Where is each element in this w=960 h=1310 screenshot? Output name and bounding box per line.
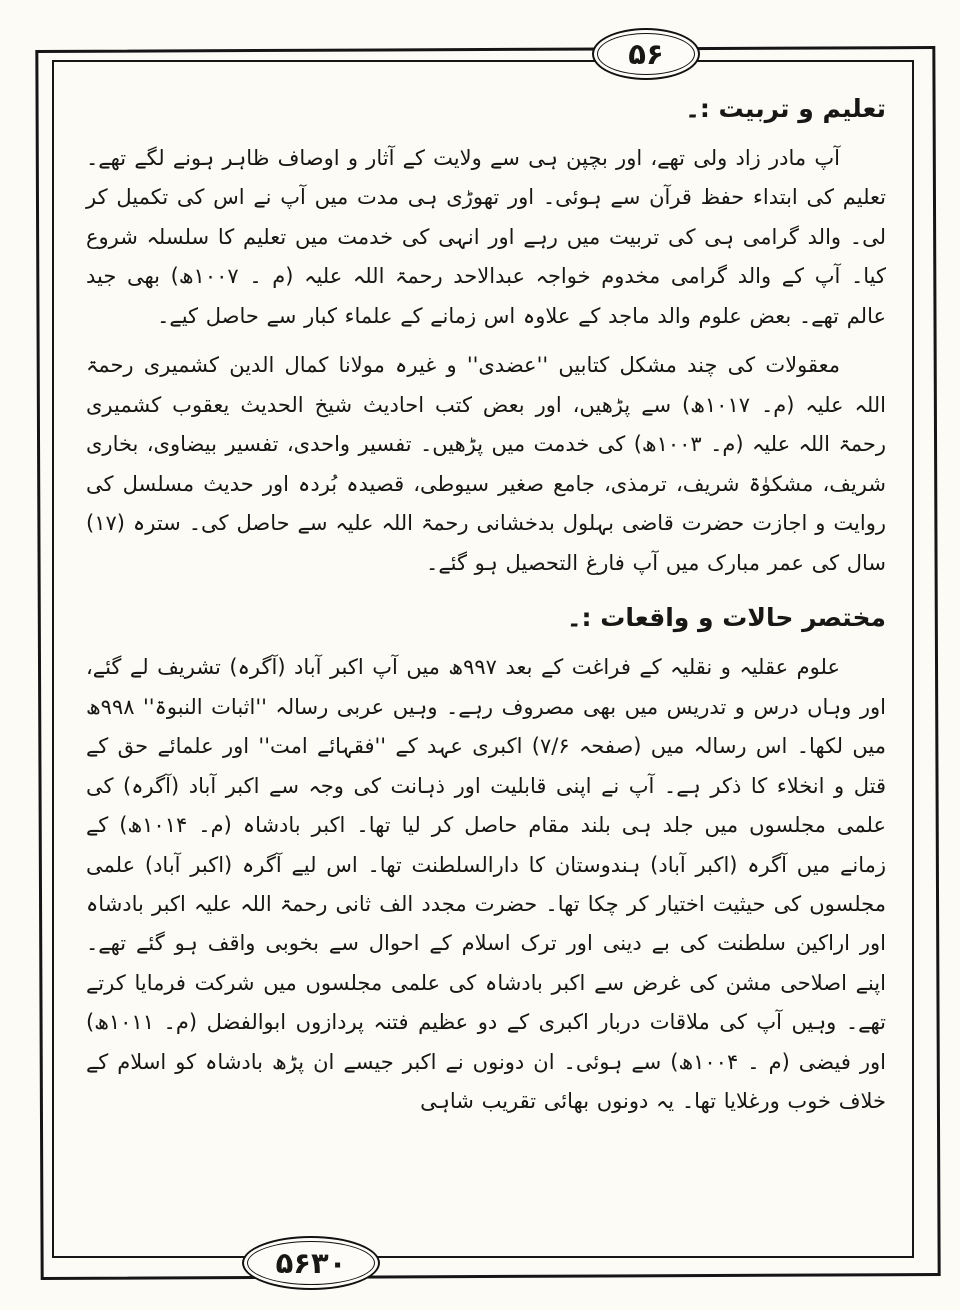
page-text	[86, 94, 886, 1132]
section-heading-taleem-o-tarbiyat: تعلیم و تربیت :۔	[685, 94, 886, 123]
paragraph-education-2: معقولات کی چند مشکل کتابیں ''عضدی'' و غیرہ مولانا کمال الدین کشمیری رحمۃ اللہ علیہ (م۔ ۱۰۱۷ھ) سے پڑھیں، اور بعض کتب احادیث شیخ الحدیث یعقوب کشمیری رحمۃ اللہ علیہ (م۔ ۱۰۰۳ھ) کی خدمت میں پڑھیں۔ تفسیر واحدی، تفسیر بیضاوی، بخاری شریف، مشکوٰۃ شریف، ترمذی، جامع صغیر سیوطی، قصیدہ بُردہ اور حدیث مسلسل کی روایت و اجازت حضرت قاضی بہلول بدخشانی رحمۃ اللہ علیہ سے حاصل کی۔ سترہ (۱۷) سال کی عمر مبارک میں آپ فارغ التحصیل ہو گئے۔	[86, 353, 886, 575]
paragraph-events-1: علوم عقلیہ و نقلیہ کے فراغت کے بعد ۹۹۷ھ میں آپ اکبر آباد (آگرہ) تشریف لے گئے، اور وہاں درس و تدریس میں بھی مصروف رہے۔ وہیں عربی رسالہ ''اثبات النبوۃ'' ۹۹۸ھ میں لکھا۔ اس رسالہ میں (صفحہ ۷/۶) اکبری عہد کے ''فقہائے امت'' اور علمائے حق کے قتل و انخلاء کا ذکر ہے۔ آپ نے اپنی قابلیت اور ذہانت کی وجہ سے اکبر آباد (آگرہ) کی علمی مجلسوں میں جلد ہی بلند مقام حاصل کر لیا تھا۔ اکبر بادشاہ (م۔ ۱۰۱۴ھ) کے زمانے میں آگرہ (اکبر آباد) ہندوستان کا دارالسلطنت تھا۔ اس لیے آگرہ (اکبر آباد) علمی مجلسوں کی حیثیت اختیار کر چکا تھا۔ حضرت مجدد الف ثانی رحمۃ اللہ علیہ اکبر بادشاہ اور اراکین سلطنت کی بے دینی اور ترک اسلام کے احوال سے بخوبی واقف ہو گئے تھے۔ اپنے اصلاحی مشن کی غرض سے اکبر بادشاہ کی علمی مجلسوں میں شرکت فرمایا کرتے تھے۔ وہیں آپ کی ملاقات دربار اکبری کے دو عظیم فتنہ پردازوں ابوالفضل (م۔ ۱۰۱۱ھ) اور فیضی (م ۔ ۱۰۰۴ھ) سے ہوئی۔ ان دونوں نے اکبر جیسے ان پڑھ بادشاہ کو اسلام کے خلاف خوب ورغلایا تھا۔ یہ دونوں بھائی تقریب شاہی	[86, 655, 886, 1114]
section-heading-halaat-o-waqiat: مختصر حالات و واقعات :۔	[566, 603, 886, 633]
footer-number-badge	[242, 1236, 380, 1290]
paragraph-education-1: آپ مادر زاد ولی تھے، اور بچپن ہی سے ولایت کے آثار و اوصاف ظاہر ہونے لگے تھے۔ تعلیم کی ابتداء حفظ قرآن سے ہوئی۔ اور تھوڑی ہی مدت میں آپ نے اس کی تکمیل کر لی۔ والد گرامی ہی کی تربیت میں رہے اور انہی کی خدمت میں تعلیم کا سلسلہ شروع کیا۔ آپ کے والد گرامی مخدوم خواجہ عبدالاحد رحمۃ اللہ علیہ (م ۔ ۱۰۰۷ھ) بھی جید عالم تھے۔ بعض علوم والد ماجد کے علاوہ اس زمانے کے علماء کبار سے حاصل کیے۔	[86, 146, 886, 328]
footer-number: ۵۶۳۰	[275, 1245, 347, 1280]
page-number: ۵۶	[628, 36, 664, 71]
page-number-badge	[592, 28, 700, 80]
